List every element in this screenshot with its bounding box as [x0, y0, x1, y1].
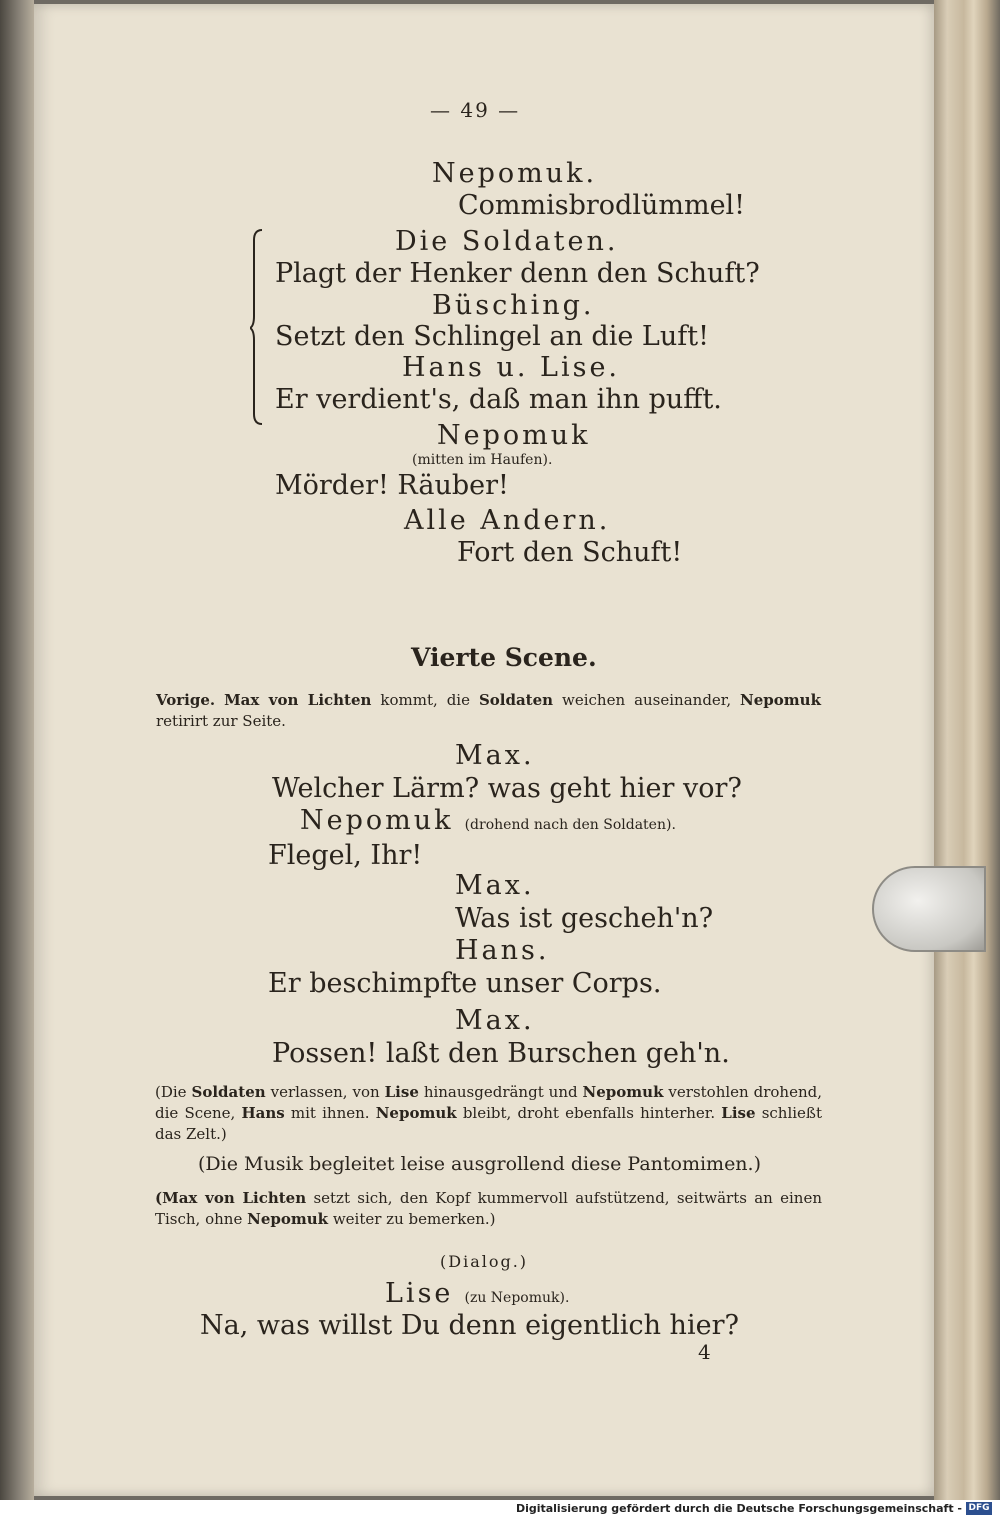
- left-page-edge: [0, 0, 34, 1500]
- speaker-hans: Hans.: [455, 935, 550, 966]
- sd4-max-von-lichten: (Max von Lichten: [155, 1189, 307, 1207]
- line-fort-den-schuft: Fort den Schuft!: [457, 537, 683, 568]
- sd2-text: schließt das Zelt.): [155, 1104, 822, 1143]
- sd2-text: hinausgedrängt und: [423, 1083, 578, 1101]
- stage-direction-mitten-im-haufen: (mitten im Haufen).: [412, 452, 553, 468]
- stage-direction-scene-entry: [156, 690, 821, 732]
- stage-direction-exit: [155, 1082, 822, 1145]
- sd2-text: mit ihnen.: [290, 1104, 370, 1122]
- dialog-label: (Dialog.): [440, 1252, 529, 1271]
- speaker-max: Max.: [455, 870, 535, 901]
- line-welcher-laerm: Welcher Lärm? was geht hier vor?: [272, 773, 742, 804]
- speaker-line-lise: [385, 1278, 569, 1309]
- sd1-text: kommt, die: [380, 691, 470, 709]
- sd1-nepomuk: Nepomuk: [740, 691, 821, 709]
- footer-credit: Digitalisierung gefördert durch die Deutsche Forschungsgemeinschaft -: [515, 1502, 962, 1515]
- sd1-max-von-lichten: Max von Lichten: [224, 691, 372, 709]
- sd2-text: (Die: [155, 1083, 187, 1101]
- sd4-text: weiter zu bemerken.): [332, 1210, 496, 1228]
- sd2-nepomuk: Nepomuk: [582, 1083, 664, 1101]
- line-possen: Possen! laßt den Burschen geh'n.: [272, 1038, 730, 1069]
- stage-direction-max-sits: [155, 1188, 822, 1230]
- sd2-text: verlassen, von: [270, 1083, 380, 1101]
- speaker-nepomuk: Nepomuk.: [432, 158, 598, 189]
- sd4-text: setzt sich, den Kopf kummervoll aufstützend, seitwärts an einen Tisch, ohne: [155, 1189, 822, 1228]
- speaker-lise: Lise: [385, 1278, 454, 1309]
- speaker-nepomuk: Nepomuk: [437, 420, 591, 451]
- line-setzt-den-schlingel: Setzt den Schlingel an die Luft!: [275, 321, 709, 352]
- sd2-nepomuk: Nepomuk: [375, 1104, 457, 1122]
- sd4-nepomuk: Nepomuk: [247, 1210, 329, 1228]
- speaker-max: Max.: [455, 1005, 535, 1036]
- sd2-text: verstohlen drohend, die Scene,: [155, 1083, 823, 1122]
- sd2-lise: Lise: [721, 1104, 756, 1122]
- line-commisbrodluemmel: Commisbrodlümmel!: [458, 190, 746, 221]
- speaker-max: Max.: [455, 740, 535, 771]
- page-number: — 49 —: [430, 98, 521, 122]
- sd1-soldaten: Soldaten: [478, 691, 554, 709]
- dfg-logo-icon: DFG: [966, 1502, 992, 1515]
- sd2-soldaten: Soldaten: [191, 1083, 266, 1101]
- page-stack-edge: [934, 0, 1000, 1500]
- sd1-vorige: Vorige.: [156, 691, 216, 709]
- speaker-nepomuk: Nepomuk: [300, 805, 454, 836]
- chorus-brace: [250, 228, 264, 426]
- scene-heading: Vierte Scene.: [411, 643, 597, 672]
- speaker-alle-andern: Alle Andern.: [404, 505, 611, 536]
- sheet-signature-number: 4: [698, 1340, 711, 1364]
- stage-direction-zu-nepomuk: (zu Nepomuk).: [464, 1290, 570, 1306]
- page-clip-tab: [872, 866, 986, 952]
- sd2-lise: Lise: [384, 1083, 419, 1101]
- stage-direction-musik: (Die Musik begleitet leise ausgrollend diese Pantomimen.): [198, 1153, 761, 1175]
- line-was-ist-geschehn: Was ist gescheh'n?: [455, 903, 714, 934]
- line-plagt-der-henker: Plagt der Henker denn den Schuft?: [275, 258, 760, 289]
- sd1-text: weichen auseinander,: [562, 691, 732, 709]
- line-er-verdients: Er verdient's, daß man ihn pufft.: [275, 384, 722, 415]
- sd2-text: bleibt, droht ebenfalls hinterher.: [462, 1104, 716, 1122]
- speaker-line-nepomuk: [300, 805, 676, 836]
- sd2-hans: Hans: [241, 1104, 285, 1122]
- speaker-die-soldaten: Die Soldaten.: [395, 226, 619, 257]
- stage-direction-drohend: (drohend nach den Soldaten).: [464, 817, 676, 833]
- line-flegel-ihr: Flegel, Ihr!: [268, 840, 423, 871]
- speaker-hans-u-lise: Hans u. Lise.: [402, 352, 621, 383]
- sd1-text: retirirt zur Seite.: [156, 712, 286, 730]
- line-na-was-willst-du: Na, was willst Du denn eigentlich hier?: [200, 1310, 739, 1341]
- line-moerder-raeuber: Mörder! Räuber!: [275, 470, 509, 501]
- speaker-buesching: Büsching.: [432, 290, 595, 321]
- line-er-beschimpfte: Er beschimpfte unser Corps.: [268, 968, 662, 999]
